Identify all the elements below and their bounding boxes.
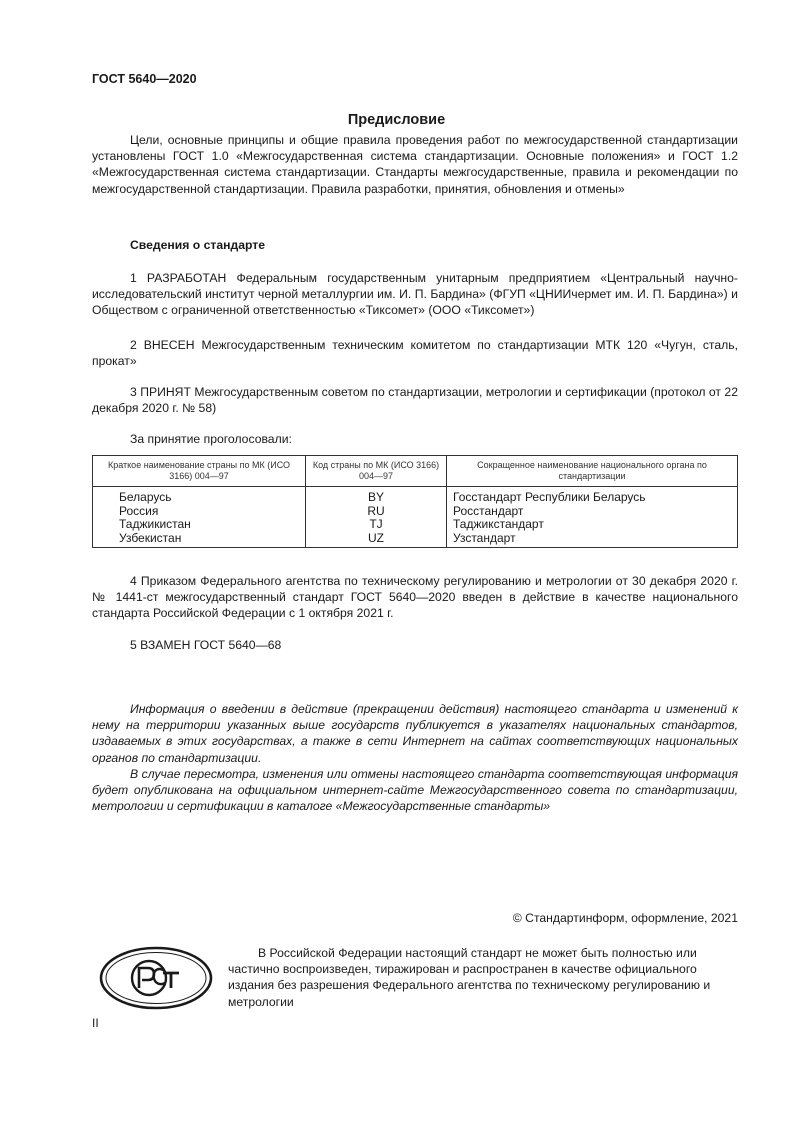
intro-text: Цели, основные принципы и общие правила проведения работ по межгосударственной стандартизации установлены ГОСТ 1.0 «Межгосударственная система стандартизации. Основные положения» и ГОСТ 1.2 «Межгосударственная система стандартизации. Стандарты межгосударственные, правила и рекомендации по межгосударственной стандартизации. Правила разработки, принятия, обновления и отмены» [92, 133, 738, 196]
table-cell-code: UZ [306, 532, 447, 548]
table-cell-body: Таджикстандарт [447, 518, 738, 532]
info-heading: Сведения о стандарте [130, 238, 266, 252]
table-cell-country: Узбекистан [93, 532, 306, 548]
table-header-country: Краткое наименование страны по МК (ИСО 3166) 004—97 [93, 456, 306, 487]
item-adopted [92, 384, 738, 416]
item-replaces [92, 637, 738, 653]
copyright-line: © Стандартинформ, оформление, 2021 [512, 911, 738, 925]
table-cell-code: RU [306, 505, 447, 519]
table-cell-body: Узстандарт [447, 532, 738, 548]
table-cell-body: Госстандарт Республики Беларусь [447, 487, 738, 505]
table-header-body: Сокращенное наименование национального органа по стандартизации [447, 456, 738, 487]
table-row [93, 487, 738, 505]
voting-table [92, 455, 738, 548]
rst-logo-icon [97, 945, 215, 1011]
item-introduced [92, 337, 738, 369]
reproduction-notice [228, 945, 738, 1010]
item-enacted [92, 573, 738, 622]
document-code: ГОСТ 5640—2020 [92, 72, 197, 86]
table-row [93, 518, 738, 532]
table-cell-code: TJ [306, 518, 447, 532]
item-replaces-text: 5 ВЗАМЕН ГОСТ 5640—68 [130, 638, 282, 652]
table-row [93, 532, 738, 548]
page-title: Предисловие [347, 112, 446, 128]
table-cell-country: Беларусь [93, 487, 306, 505]
table-cell-code: BY [306, 487, 447, 505]
item-introduced-text: 2 ВНЕСЕН Межгосударственным техническим комитетом по стандартизации МТК 120 «Чугун, сталь, прокат» [92, 338, 738, 369]
info-notice [92, 701, 738, 814]
item-developed-text: 1 РАЗРАБОТАН Федеральным государственным унитарным предприятием «Центральный научно-исследовательский институт черной металлургии им. И. П. Бардина» (ФГУП «ЦНИИчермет им. И. П. Бардина») и Обществом с ограниченной ответственностью «Тиксомет» (ООО «Тиксомет») [92, 271, 738, 318]
table-header-row [93, 456, 738, 487]
table-cell-body: Росстандарт [447, 505, 738, 519]
table-cell-country: Россия [93, 505, 306, 519]
table-row [93, 505, 738, 519]
item-enacted-text: 4 Приказом Федерального агентства по техническому регулированию и метрологии от 30 декабря 2020 г. № 1441-ст межгосударственный стандарт ГОСТ 5640—2020 введен в действие в качестве национального стандарта Российской Федерации с 1 октября 2021 г. [92, 574, 738, 621]
intro-paragraph [92, 132, 738, 197]
table-cell-country: Таджикистан [93, 518, 306, 532]
voted-label: За принятие проголосовали: [130, 432, 292, 446]
info-notice-p2: В случае пересмотра, изменения или отмены настоящего стандарта соответствующая информация будет опубликована на официальном интернет-сайте Межгосударственного совета по стандартизации, метрологии и сертификации в каталоге «Межгосударственные стандарты» [92, 766, 738, 814]
page-number: II [92, 1016, 99, 1030]
info-notice-p1: Информация о введении в действие (прекращении действия) настоящего стандарта и изменений к нему на территории указанных выше государств публикуется в указателях национальных стандартов, издаваемых в этих государствах, а также в сети Интернет на сайтах соответствующих национальных органов по стандартизации. [92, 702, 738, 765]
reproduction-notice-text: В Российской Федерации настоящий стандарт не может быть полностью или частично воспроизведен, тиражирован и распространен в качестве официального издания без разрешения Федерального агентства по техническому регулированию и метрологии [228, 946, 711, 1009]
item-adopted-text: 3 ПРИНЯТ Межгосударственным советом по стандартизации, метрологии и сертификации (протокол от 22 декабря 2020 г. № 58) [92, 385, 738, 416]
item-developed [92, 270, 738, 319]
table-header-code: Код страны по МК (ИСО 3166) 004—97 [306, 456, 447, 487]
